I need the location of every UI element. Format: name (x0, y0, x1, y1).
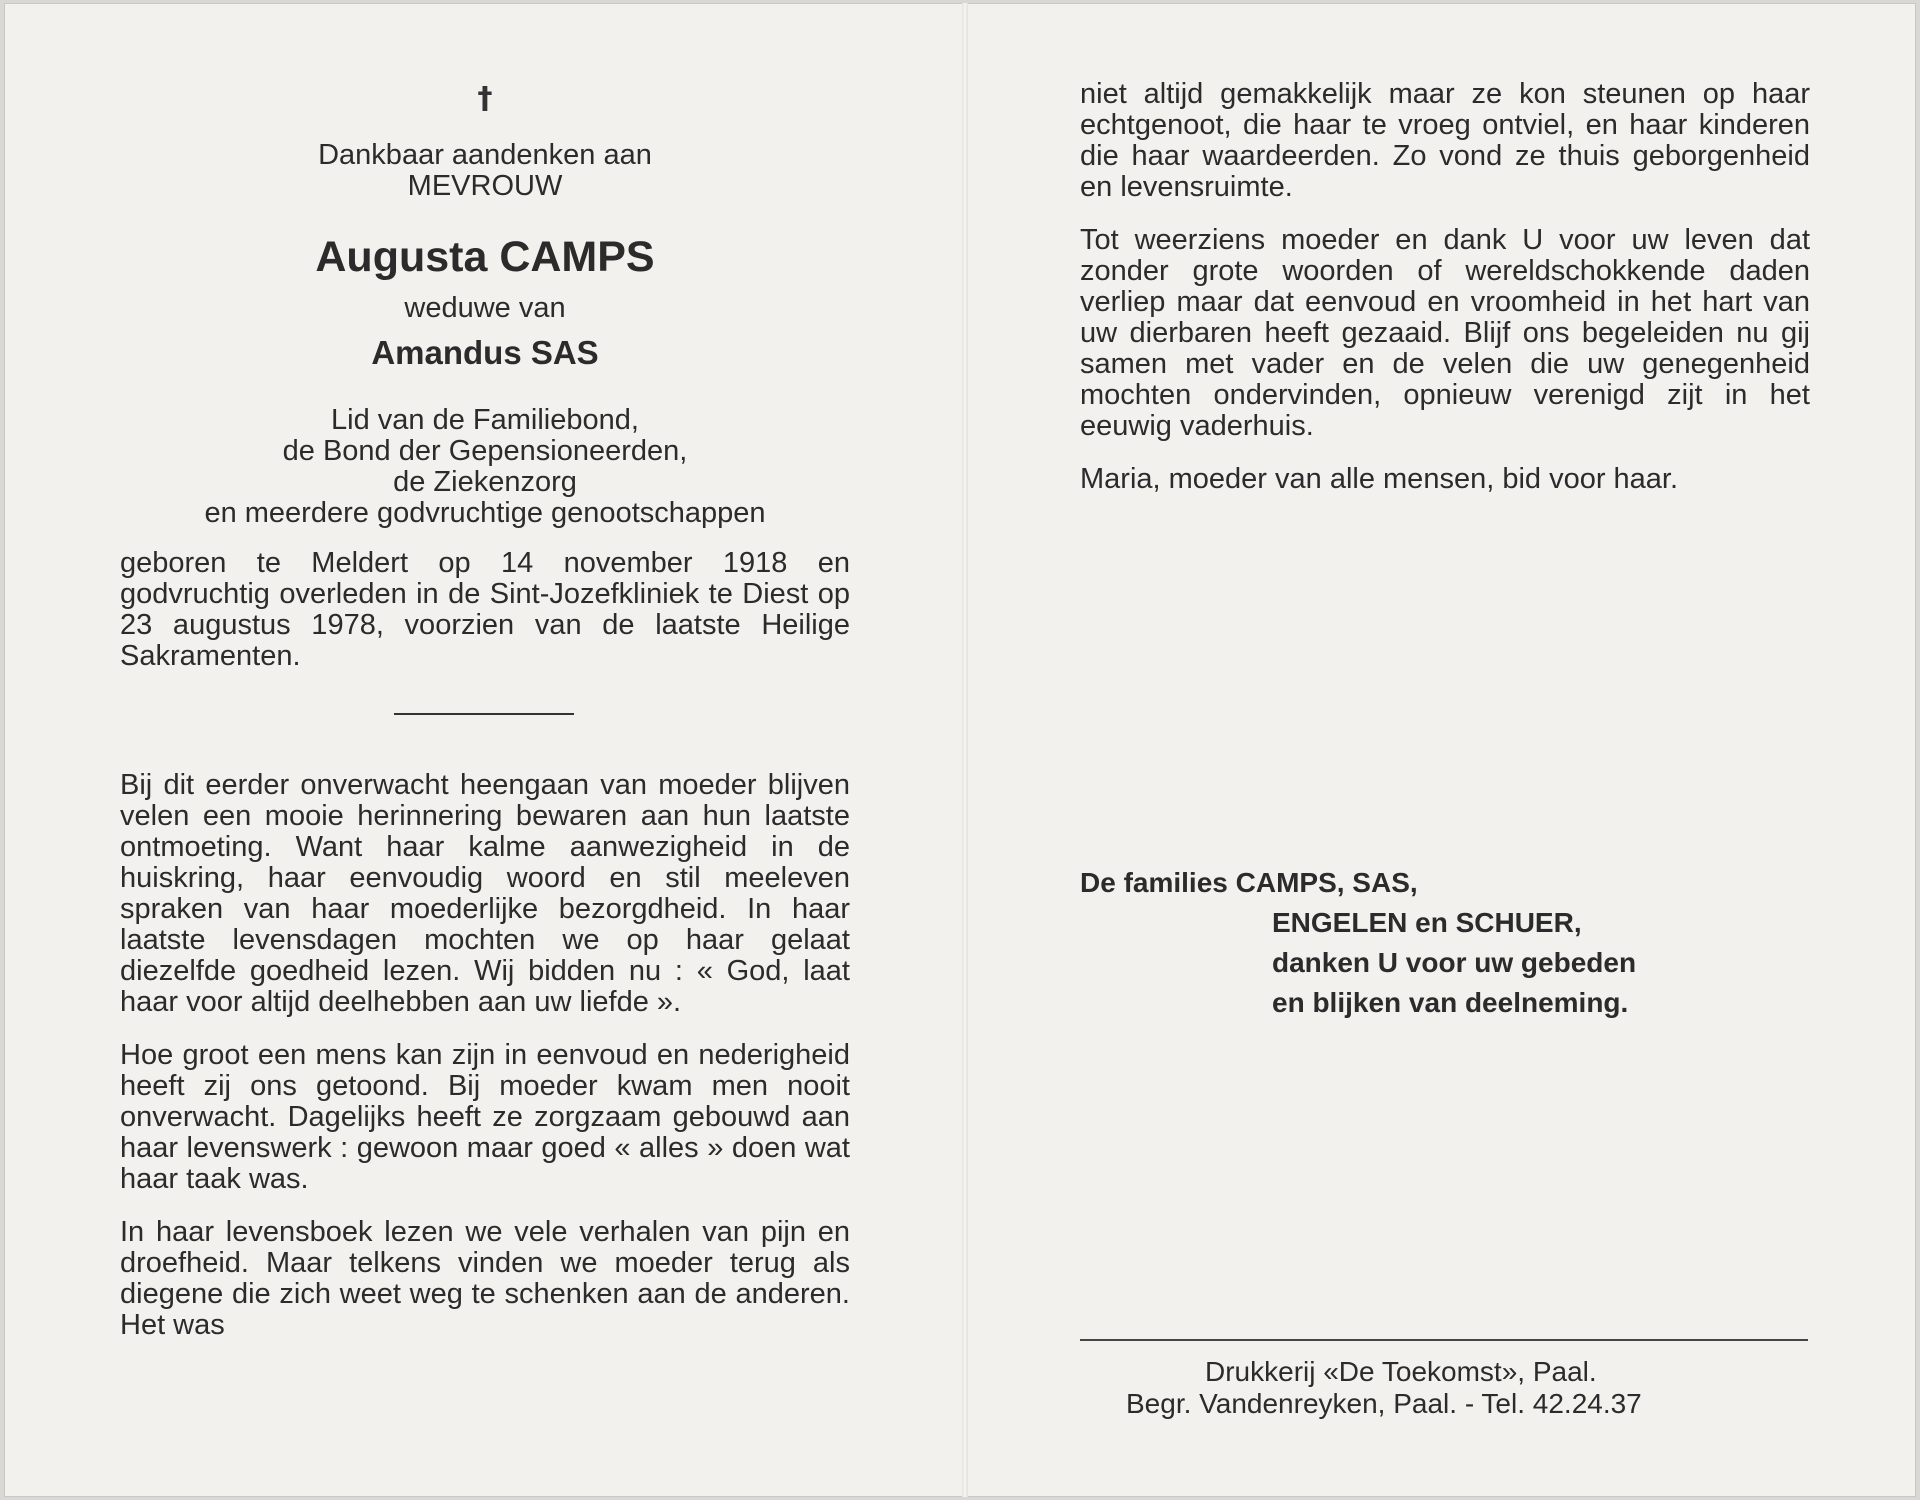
family-line: en blijken van deelneming. (1272, 987, 1629, 1018)
membership-line: de Bond der Gepensioneerden, (282, 435, 688, 467)
birth-death-text: geboren te Meldert op 14 november 1918 en godvruchtig overleden in de Sint-Jozefkliniek te Diest op 23 augustus 1978, voorzien van de laatste Heilige Sakramenten. (120, 547, 850, 672)
printer-name: Drukkerij «De Toekomst», Paal. (1205, 1356, 1597, 1387)
printer-divider (1080, 1339, 1808, 1341)
husband-name: Amandus SAS (371, 334, 599, 371)
intro-title: MEVROUW (407, 170, 563, 202)
paragraph: Hoe groot een mens kan zijn in eenvoud en nederigheid heeft zij ons getoond. Bij moeder kwam men nooit onverwacht. Dagelijks heeft ze zorgzaam gebouwd aan haar levenswerk : gewoon maar goed « alles » doen wat haar taak was. (120, 1039, 850, 1195)
paragraph: Bij dit eerder onverwacht heengaan van moeder blijven velen een mooie herinnering bewaren aan hun laatste ontmoeting. Want haar kalme aanwezigheid in de huiskring, haar eenvoudig woord en stil meeleven spraken van haar moederlijke bezorgdheid. In haar laatste levensdagen mochten we op haar gelaat diezelfde goedheid lezen. Wij bidden nu : « God, laat haar voor altijd deelhebben aan uw liefde ». (120, 769, 850, 1018)
family-thanks (1080, 863, 1810, 1023)
family-line: ENGELEN en SCHUER, (1272, 907, 1582, 938)
membership-line: en meerdere godvruchtige genootschappen (204, 497, 766, 529)
deceased-name: Augusta CAMPS (315, 233, 655, 281)
memorial-card (4, 3, 1916, 1497)
divider-line (394, 713, 574, 715)
memorial-text-continued (1080, 79, 1810, 517)
printer-contact: Begr. Vandenreyken, Paal. - Tel. 42.24.37 (1126, 1388, 1642, 1419)
intro (120, 140, 850, 202)
paragraph: Maria, moeder van alle mensen, bid voor haar. (1080, 463, 1679, 495)
memberships (120, 405, 850, 529)
intro-line: Dankbaar aandenken aan (318, 139, 652, 171)
membership-line: Lid van de Familiebond, (331, 404, 639, 436)
family-line: danken U voor uw gebeden (1272, 947, 1637, 978)
membership-line: de Ziekenzorg (393, 466, 577, 498)
memorial-text (120, 770, 850, 1363)
paragraph: In haar levensboek lezen we vele verhalen van pijn en droefheid. Maar telkens vinden we moeder terug als diegene die zich weet weg te schenken aan de anderen. Het was (120, 1216, 850, 1341)
card-fold (962, 3, 968, 1497)
paragraph: Tot weerziens moeder en dank U voor uw leven dat zonder grote woorden of wereldschokkende daden verliep maar dat eenvoud en vroomheid in het hart van uw dierbaren heeft gezaaid. Blijf ons begeleiden nu gij samen met vader en de velen die uw genegenheid mochten ondervinden, opnieuw verenigd zijt in het eeuwig vaderhuis. (1080, 224, 1810, 442)
paragraph: niet altijd gemakkelijk maar ze kon steunen op haar echtgenoot, die haar te vroeg ontviel, en haar kinderen die haar waardeerden. Zo vond ze thuis geborgenheid en levensruimte. (1080, 78, 1810, 203)
widow-of-label: weduwe van (404, 292, 566, 324)
printer-info (1080, 1356, 1810, 1420)
family-line: De families CAMPS, SAS, (1080, 867, 1418, 898)
cross-icon: † (477, 81, 493, 116)
